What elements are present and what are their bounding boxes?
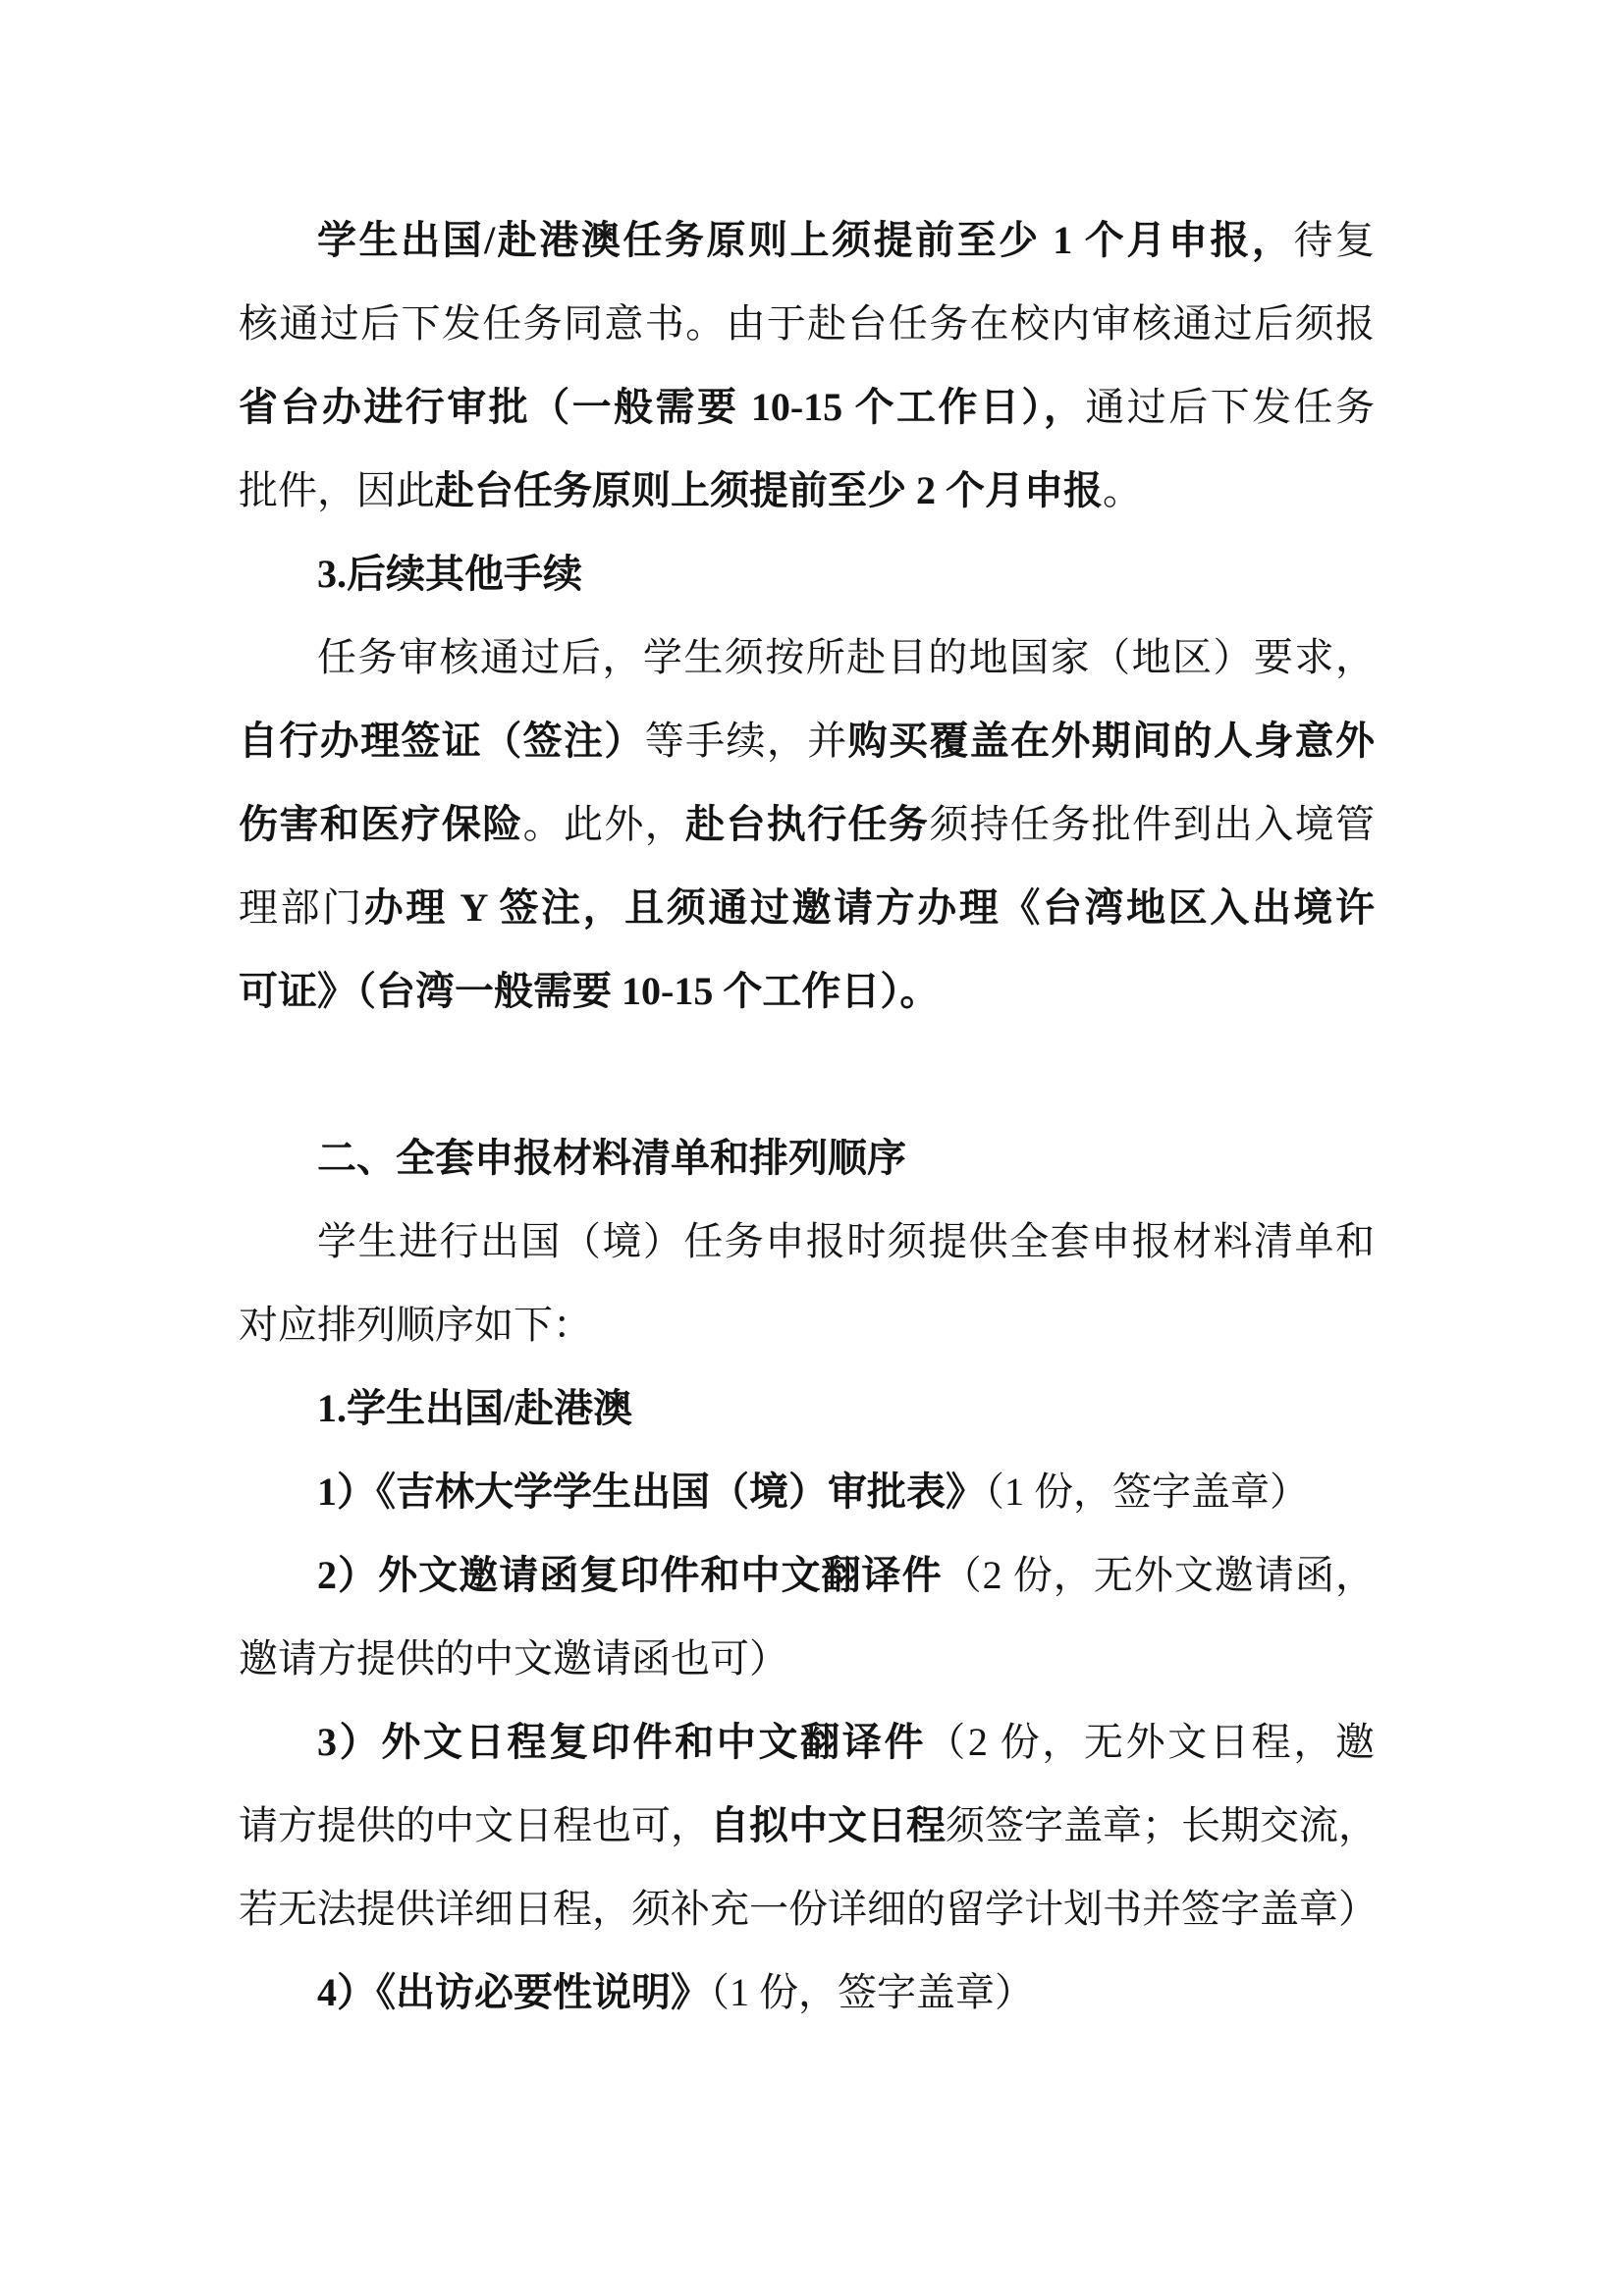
bold-text-run: 省台办进行审批（一般需要 10-15 个工作日）， bbox=[239, 385, 1086, 429]
text-line bbox=[239, 532, 1375, 615]
text-run: （2 份，无外文日程，邀 bbox=[926, 1720, 1376, 1764]
text-line bbox=[239, 1867, 1378, 1950]
text-run: 批件，因此 bbox=[239, 468, 435, 512]
bold-text-run: 1.学生出国/赴港澳 bbox=[317, 1386, 633, 1430]
bold-text-run: 自拟中文日程 bbox=[710, 1803, 946, 1847]
text-run: 理部门 bbox=[239, 885, 364, 930]
document-body bbox=[239, 198, 1378, 2034]
text-line bbox=[239, 1366, 1375, 1450]
text-run: 对应排列顺序如下： bbox=[239, 1303, 592, 1347]
text-run: 。此外， bbox=[522, 802, 686, 846]
bold-text-run: 学生出国/赴港澳任务原则上须提前至少 1 个月申报， bbox=[317, 218, 1294, 262]
text-run: 等手续，并 bbox=[644, 719, 848, 763]
text-run: 待复 bbox=[1293, 218, 1376, 262]
bold-text-run: 1）《吉林大学学生出国（境）审批表》 bbox=[317, 1469, 985, 1514]
text-line bbox=[239, 449, 1375, 532]
text-run: 任务审核通过后，学生须按所赴目的地国家（地区）要求， bbox=[317, 635, 1375, 679]
text-run: 若无法提供详细日程，须补充一份详细的留学计划书并签字盖章） bbox=[239, 1887, 1378, 1931]
text-line bbox=[239, 1533, 1375, 1617]
text-run: 学生进行出国（境）任务申报时须提供全套申报材料清单和 bbox=[317, 1219, 1375, 1263]
text-line bbox=[239, 1784, 1378, 1867]
text-run: 须持任务批件到出入境管 bbox=[929, 802, 1376, 846]
text-run: （2 份，无外文邀请函， bbox=[942, 1553, 1376, 1597]
bold-text-run: 4）《出访必要性说明》 bbox=[317, 1970, 710, 2014]
text-run: （1 份，签字盖章） bbox=[710, 1970, 1034, 2014]
text-line bbox=[239, 782, 1375, 866]
bold-text-run: 二、全套申报材料清单和排列顺序 bbox=[317, 1136, 906, 1180]
bold-text-run: 可证》（台湾一般需要 10-15 个工作日）。 bbox=[239, 969, 940, 1013]
text-run: 邀请方提供的中文邀请函也可） bbox=[239, 1636, 788, 1681]
bold-text-run: 购买覆盖在外期间的人身意外 bbox=[847, 719, 1376, 763]
text-line bbox=[239, 1950, 1375, 2034]
bold-text-run: 赴台任务原则上须提前至少 2 个月申报 bbox=[435, 468, 1103, 512]
text-line bbox=[239, 1283, 1375, 1366]
text-line bbox=[239, 282, 1375, 365]
text-run: 核通过后下发任务同意书。由于赴台任务在校内审核通过后须报 bbox=[239, 301, 1375, 346]
bold-text-run: 伤害和医疗保险 bbox=[239, 802, 523, 846]
text-line bbox=[239, 1200, 1375, 1283]
text-run: （1 份，签字盖章） bbox=[985, 1469, 1309, 1514]
text-run: 请方提供的中文日程也可， bbox=[239, 1803, 710, 1847]
bold-text-run: 办理 Y 签注，且须通过邀请方办理《台湾地区入出境许 bbox=[363, 885, 1375, 930]
text-run: 通过后下发任务 bbox=[1085, 385, 1376, 429]
text-run: 须签字盖章；长期交流， bbox=[946, 1803, 1378, 1847]
text-line bbox=[239, 1700, 1375, 1784]
text-line bbox=[239, 615, 1375, 699]
text-line bbox=[239, 1617, 1375, 1700]
text-line bbox=[239, 365, 1375, 449]
bold-text-run: 自行办理签证（签注） bbox=[239, 719, 645, 763]
text-line bbox=[239, 949, 1375, 1033]
bold-text-run: 赴台执行任务 bbox=[685, 802, 930, 846]
text-run: 。 bbox=[1103, 468, 1142, 512]
text-line bbox=[239, 198, 1375, 282]
text-line bbox=[239, 866, 1375, 949]
blank-line bbox=[239, 1033, 1375, 1116]
text-line bbox=[239, 699, 1375, 782]
bold-text-run: 2）外文邀请函复印件和中文翻译件 bbox=[317, 1553, 943, 1597]
text-line bbox=[239, 1450, 1375, 1533]
bold-text-run: 3.后续其他手续 bbox=[317, 552, 582, 596]
text-line bbox=[239, 1116, 1375, 1200]
bold-text-run: 3）外文日程复印件和中文翻译件 bbox=[317, 1720, 927, 1764]
